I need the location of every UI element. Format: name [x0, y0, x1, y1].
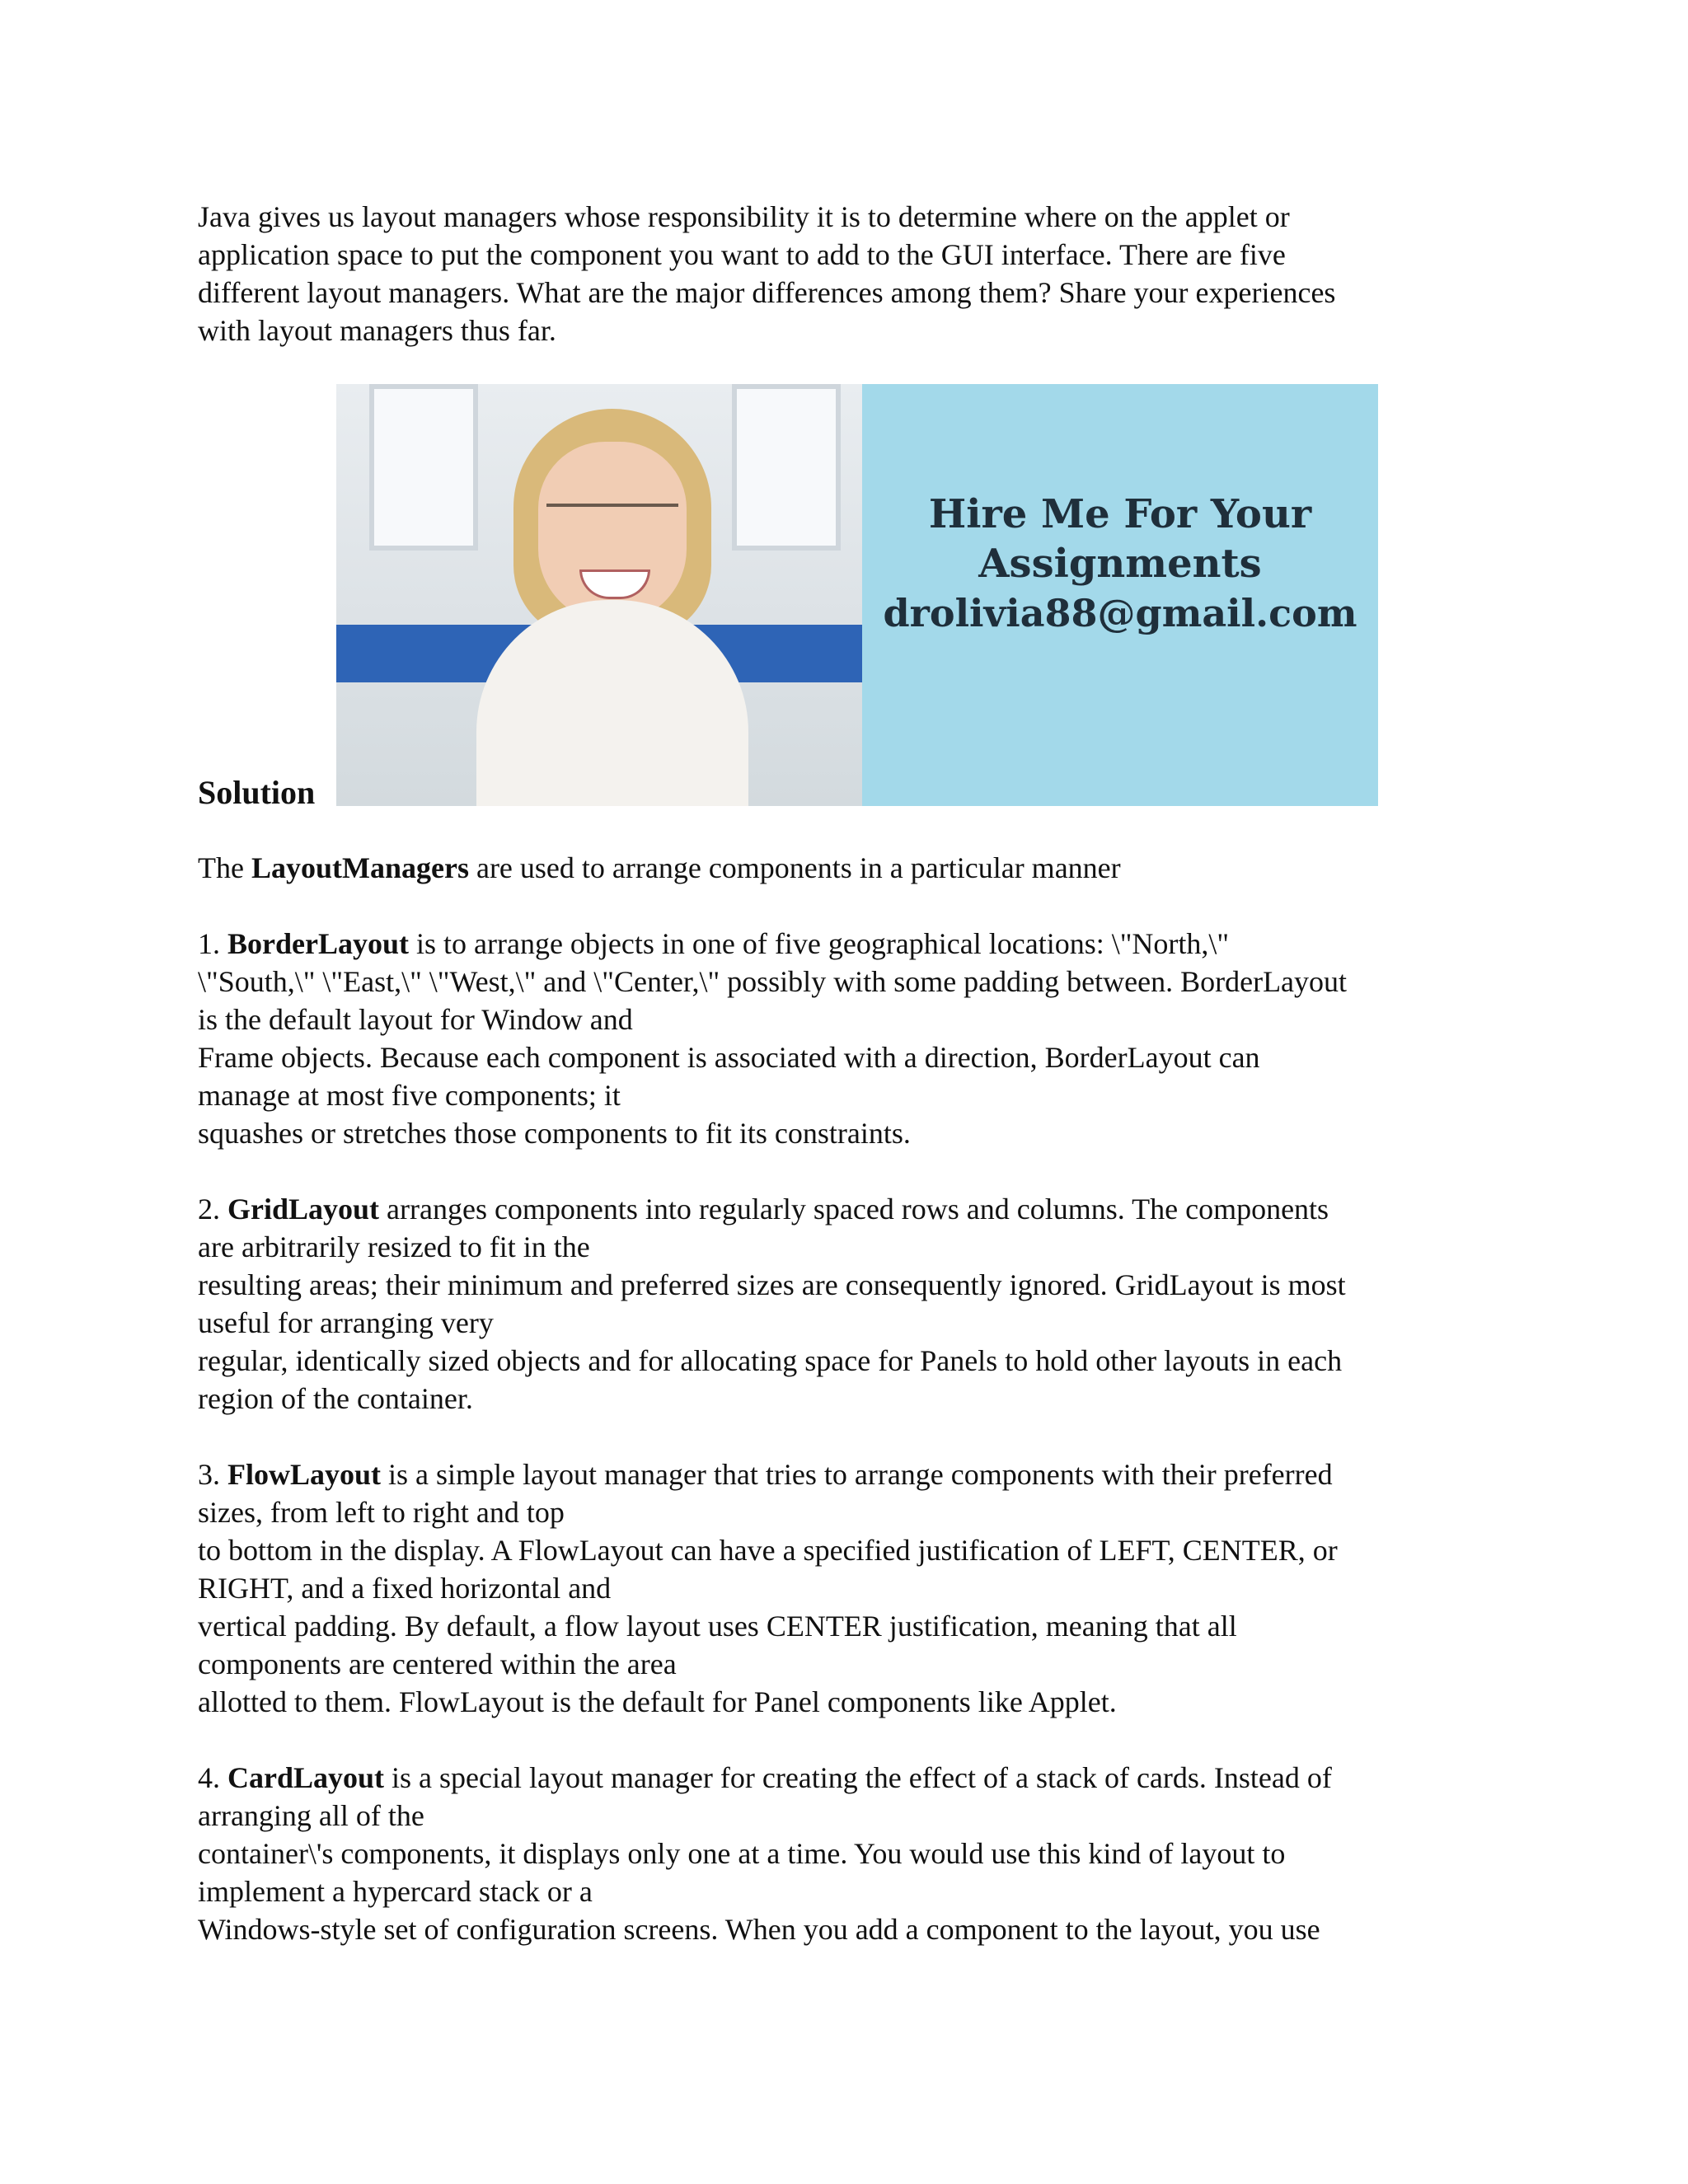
banner-text	[862, 490, 1378, 638]
banner-photo	[336, 384, 862, 806]
item-line: sizes, from left to right and top	[198, 1496, 565, 1529]
item-text: is a simple layout manager that tries to arrange components with their preferred	[381, 1458, 1333, 1491]
item-text: is to arrange objects in one of five geographical locations: \"North,\"	[409, 927, 1230, 960]
item-first-line	[198, 1455, 1500, 1493]
solution-heading: Solution	[198, 774, 316, 811]
item-first-line	[198, 925, 1500, 963]
item-number: 1.	[198, 927, 227, 960]
question-line: different layout managers. What are the major differences among them? Share your experiences	[198, 276, 1336, 309]
window-decoration	[732, 384, 841, 551]
answer-body	[198, 849, 1500, 1948]
item-term: BorderLayout	[227, 927, 409, 960]
item-line: Windows-style set of configuration screens. When you add a component to the layout, you use	[198, 1913, 1320, 1946]
item-first-line	[198, 1190, 1500, 1228]
item-number: 4.	[198, 1761, 227, 1794]
item-line: \"South,\" \"East,\" \"West,\" and \"Center,\" possibly with some padding between. BorderLayout	[198, 965, 1348, 998]
item-line: arranging all of the	[198, 1799, 424, 1832]
item-line: region of the container.	[198, 1382, 473, 1415]
item-text: is a special layout manager for creating the effect of a stack of cards. Instead of	[384, 1761, 1332, 1794]
item-line: squashes or stretches those components to fit its constraints.	[198, 1117, 911, 1150]
item-line: regular, identically sized objects and for allocating space for Panels to hold other layouts in each	[198, 1344, 1343, 1377]
item-line: is the default layout for Window and	[198, 1003, 633, 1036]
item-term: CardLayout	[227, 1761, 385, 1794]
item-line: implement a hypercard stack or a	[198, 1875, 593, 1908]
advertisement-banner	[336, 384, 1378, 806]
intro-text: The	[198, 851, 251, 884]
item-line: are arbitrarily resized to fit in the	[198, 1230, 590, 1263]
item-line: manage at most five components; it	[198, 1079, 621, 1112]
solution-row	[198, 384, 1401, 813]
question-paragraph	[198, 198, 1500, 349]
question-line: with layout managers thus far.	[198, 314, 556, 347]
item-line: resulting areas; their minimum and preferred sizes are consequently ignored. GridLayout is most	[198, 1268, 1346, 1301]
item-line: components are centered within the area	[198, 1647, 677, 1680]
item-line: useful for arranging very	[198, 1306, 494, 1339]
item-line: container\'s components, it displays only one at a time. You would use this kind of layout to	[198, 1837, 1286, 1870]
intro-line	[198, 849, 1500, 887]
question-line: application space to put the component you want to add to the GUI interface. There are five	[198, 238, 1286, 271]
item-line: Frame objects. Because each component is associated with a direction, BorderLayout can	[198, 1041, 1260, 1074]
item-text: arranges components into regularly spaced rows and columns. The components	[379, 1193, 1329, 1226]
glasses-icon	[546, 504, 678, 540]
item-line: RIGHT, and a fixed horizontal and	[198, 1572, 612, 1605]
item-term: FlowLayout	[227, 1458, 382, 1491]
banner-line: Assignments	[978, 541, 1262, 587]
banner-line: Hire Me For Your	[928, 491, 1312, 537]
banner-text-panel	[862, 384, 1378, 806]
item-term: GridLayout	[227, 1193, 380, 1226]
item-number: 3.	[198, 1458, 227, 1491]
banner-email: drolivia88@gmail.com	[883, 591, 1357, 635]
intro-text: are used to arrange components in a particular manner	[468, 851, 1121, 884]
item-line: vertical padding. By default, a flow layout uses CENTER justification, meaning that all	[198, 1610, 1237, 1643]
item-line: allotted to them. FlowLayout is the default for Panel components like Applet.	[198, 1685, 1117, 1718]
item-first-line	[198, 1759, 1500, 1797]
question-line: Java gives us layout managers whose responsibility it is to determine where on the applet or	[198, 200, 1290, 233]
item-number: 2.	[198, 1193, 227, 1226]
item-line: to bottom in the display. A FlowLayout can have a specified justification of LEFT, CENTER, or	[198, 1534, 1338, 1567]
intro-term: LayoutManagers	[251, 851, 469, 884]
window-decoration	[369, 384, 478, 551]
